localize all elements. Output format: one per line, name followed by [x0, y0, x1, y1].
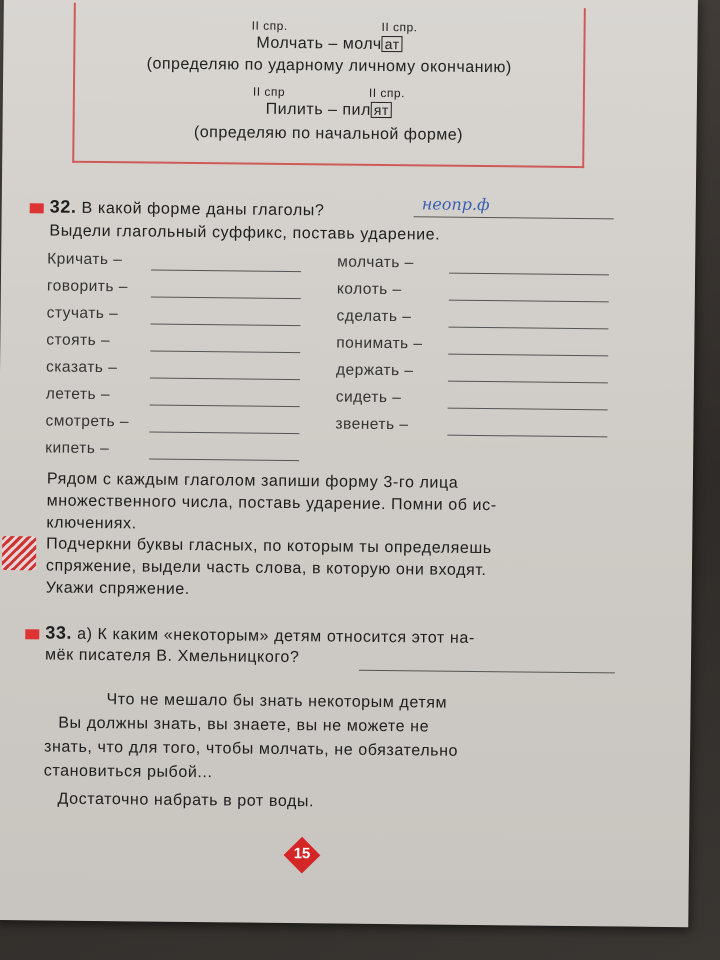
answer-line[interactable] — [150, 378, 300, 381]
answer-line[interactable] — [449, 273, 609, 276]
verb-item: колоть – — [336, 280, 402, 299]
answer-line[interactable] — [151, 297, 301, 300]
answer-line[interactable] — [448, 408, 608, 411]
paragraph-line: ключениях. — [46, 514, 137, 533]
answer-line[interactable] — [447, 435, 607, 438]
paragraph-line: множественного числа, поставь ударение. Помни об ис- — [46, 492, 497, 515]
example-molchat: Молчать – молч ат — [75, 33, 583, 56]
exercise-32-instruction: Выдели глагольный суффикс, поставь ударение. — [49, 222, 441, 244]
poem-title: Что не мешало бы знать некоторым детям — [106, 691, 448, 712]
conj-label: II спр. — [251, 18, 288, 33]
conj-label: II спр. — [368, 85, 406, 101]
verb-item: сказать – — [45, 358, 118, 377]
paragraph-line: спряжение, выдели часть слова, в которую они входят. — [45, 557, 487, 580]
exercise-marker-icon — [30, 203, 44, 213]
rule-note: (определяю по начальной форме) — [193, 123, 464, 144]
poem-line: Вы должны знать, вы знаете, вы не можете не — [58, 714, 430, 736]
answer-line — [414, 216, 614, 219]
verb-item: понимать – — [336, 334, 423, 353]
paragraph-line: Рядом с каждым глаголом запиши форму 3-го лица — [46, 470, 459, 492]
answer-line[interactable] — [448, 354, 608, 357]
verb-item: смотреть – — [45, 412, 130, 431]
verb-item: стучать – — [46, 304, 119, 323]
verb-item: кипеть – — [45, 439, 110, 458]
example-pilit: Пилить – пил ят — [75, 99, 583, 122]
paragraph-line: Укажи спряжение. — [45, 579, 190, 598]
exercise-33-question: 33. а) К каким «некоторым» детям относится этот на- — [25, 622, 475, 648]
verb-item: сидеть – — [335, 388, 402, 407]
page-number-badge — [285, 838, 319, 872]
conj-label: II спр. — [381, 19, 418, 35]
answer-line[interactable] — [150, 351, 300, 354]
poem-line: становиться рыбой... — [43, 762, 213, 782]
answer-line — [359, 670, 615, 674]
answer-line[interactable] — [149, 459, 299, 462]
exercise-marker-icon — [25, 629, 39, 639]
verb-item: говорить – — [46, 277, 128, 296]
answer-line[interactable] — [151, 270, 301, 273]
exercise-number: 33. — [45, 622, 73, 643]
conj-label: II спр — [252, 84, 286, 99]
verb-item: Кричать – — [47, 250, 123, 269]
answer-line[interactable] — [448, 327, 608, 330]
answer-line[interactable] — [149, 432, 299, 435]
poem-line: знать, что для того, чтобы молчать, не обязательно — [43, 738, 459, 760]
verb-item: молчать – — [337, 253, 414, 272]
verb-item: держать – — [335, 361, 414, 380]
verb-item: стоять – — [46, 331, 111, 350]
ending-box: ат — [382, 36, 403, 52]
pencil-task-icon — [2, 536, 36, 570]
page-number: 15 — [293, 845, 311, 863]
ending-box: ят — [371, 102, 392, 118]
answer-line[interactable] — [448, 381, 608, 384]
paragraph-line: Подчеркни буквы гласных, по которым ты определяешь — [46, 535, 492, 558]
poem-line: Достаточно набрать в рот воды. — [57, 790, 315, 811]
verb-item: лететь – — [45, 385, 111, 404]
answer-line[interactable] — [151, 324, 301, 327]
handwritten-answer: неопр.ф — [421, 194, 490, 215]
answer-line[interactable] — [150, 405, 300, 408]
verb-item: звенеть – — [335, 415, 409, 434]
exercise-33-question-cont: мёк писателя В. Хмельницкого? — [44, 646, 300, 667]
exercise-32-question: 32. В какой форме даны глаголы? — [30, 196, 325, 220]
rule-box — [72, 3, 586, 168]
answer-line[interactable] — [449, 300, 609, 303]
verb-item: сделать – — [336, 307, 412, 326]
exercise-number: 32. — [49, 196, 77, 217]
rule-note: (определяю по ударному личному окончанию) — [146, 55, 512, 77]
